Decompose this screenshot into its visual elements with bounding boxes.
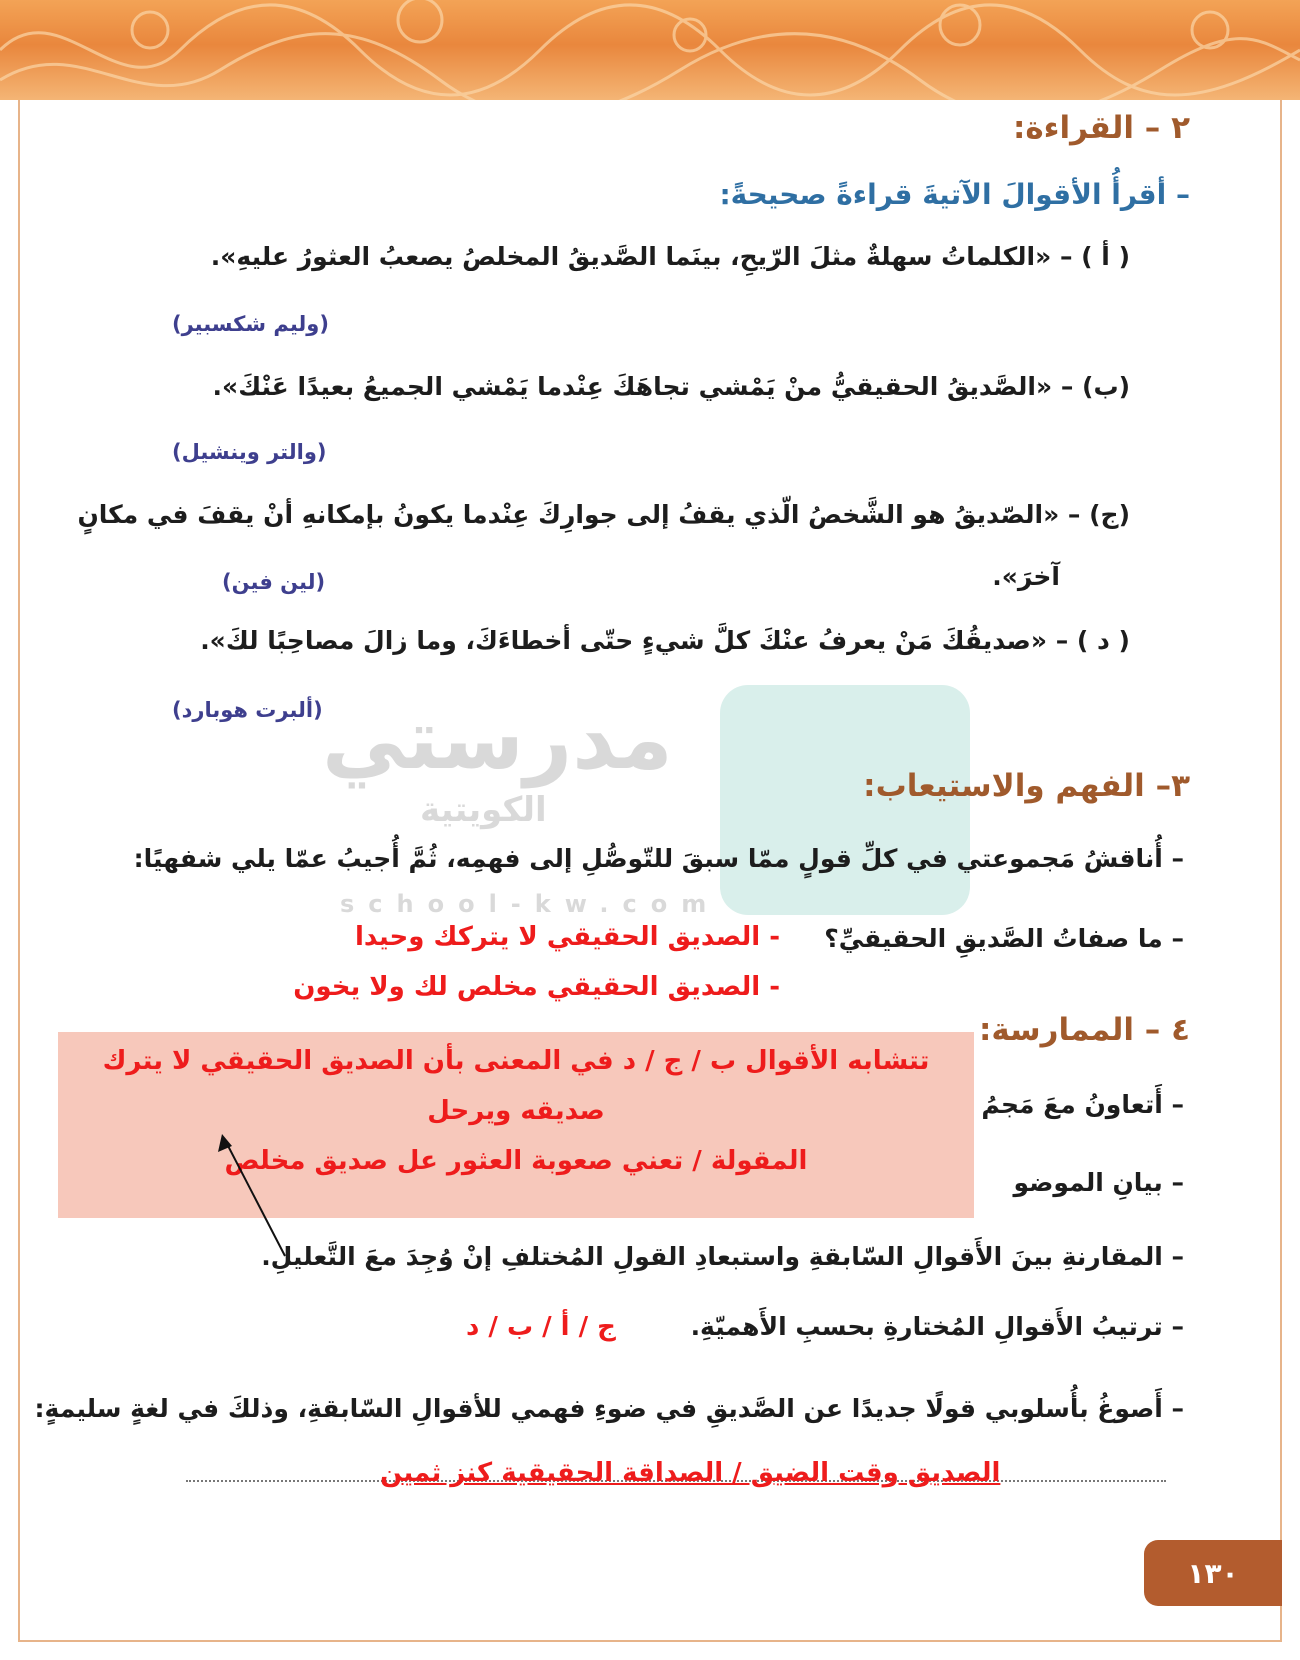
- quote-a: ( أ ) – «الكلماتُ سهلةٌ مثلَ الرّيحِ، بينَما الصَّديقُ المخلصُ يصعبُ العثورُ عليهِ».: [210, 242, 1130, 271]
- section4-topic-line: – بيانِ الموضو: [1013, 1168, 1184, 1197]
- answer-2: - الصديق الحقيقي مخلص لك ولا يخون: [293, 972, 780, 1002]
- note-line-2: صديقه ويرحل: [427, 1096, 605, 1126]
- section4-write-line: – أَصوغُ بأُسلوبي قولًا جديدًا عن الصَّديقِ في ضوءِ فهمي للأقوالِ السّابقةِ، وذلكَ في لغةٍ سليمةٍ:: [34, 1394, 1184, 1423]
- write-answer: الصديق وقت الضيق / الصداقة الحقيقية كنز ثمين: [380, 1458, 1001, 1488]
- section3-question: – ما صفاتُ الصَّديقِ الحقيقيِّ؟: [824, 924, 1184, 953]
- quote-a-author: (وليم شكسبير): [172, 312, 329, 336]
- section2-instruction: – أقرأُ الأقوالَ الآتيةَ قراءةً صحيحةً:: [719, 178, 1190, 211]
- watermark-url: school-kw.com: [340, 890, 721, 918]
- note-line-3: المقولة / تعني صعوبة العثور عل صديق مخلص: [224, 1146, 808, 1176]
- section4-compare-line: – المقارنةِ بينَ الأَقوالِ السّابقةِ واستبعادِ القولِ المُختلفِ إنْ وُجِدَ معَ التَّعليلِ.: [261, 1242, 1184, 1271]
- section4-collab-line: – أَتعاونُ معَ مَجمُ: [981, 1090, 1184, 1119]
- quote-c: (ج) – «الصّديقُ هو الشَّخصُ الّذي يقفُ إلى جوارِكَ عِنْدما يكونُ بإمكانهِ أنْ يقفَ في مكانٍ: [77, 500, 1130, 529]
- section3-heading: ٣– الفهم والاستيعاب:: [863, 768, 1190, 804]
- quote-b: (ب) – «الصَّديقُ الحقيقيُّ منْ يَمْشي تجاهَكَ عِنْدما يَمْشي الجميعُ بعيدًا عَنْكَ».: [212, 372, 1130, 401]
- quote-b-author: (والتر وينشيل): [172, 440, 327, 464]
- quote-c-author: (لين فين): [222, 570, 326, 594]
- quote-d: ( د ) – «صديقُكَ مَنْ يعرفُ عنْكَ كلَّ شيءٍ حتّى أخطاءَكَ، وما زالَ مصاحِبًا لكَ».: [200, 626, 1130, 655]
- watermark-name: مدرستي: [322, 690, 673, 788]
- page-number: ١٣٠: [1144, 1540, 1282, 1606]
- section4-heading: ٤ – الممارسة:: [978, 1012, 1190, 1048]
- watermark-sub: الكويتية: [420, 790, 547, 830]
- quote-d-author: (ألبرت هوبارد): [172, 698, 323, 722]
- section2-heading: ٢ – القراءة:: [1012, 110, 1190, 146]
- answer-1: - الصديق الحقيقي لا يتركك وحيدا: [354, 922, 780, 952]
- section3-instruction: – أُناقشُ مَجموعتي في كلِّ قولٍ ممّا سبقَ للتّوصُّلِ إلى فهمِه، ثُمَّ أُجيبُ عمّا يلي شفهيًا:: [133, 844, 1184, 873]
- section4-order-line: – ترتيبُ الأَقوالِ المُختارةِ بحسبِ الأَهميّةِ.: [690, 1312, 1184, 1341]
- quote-c-continuation: آخرَ».: [992, 562, 1060, 591]
- note-line-1: تتشابه الأقوال ب / ج / د في المعنى بأن الصديق الحقيقي لا يترك: [102, 1046, 930, 1076]
- order-answer: ج / أ / ب / د: [466, 1312, 616, 1342]
